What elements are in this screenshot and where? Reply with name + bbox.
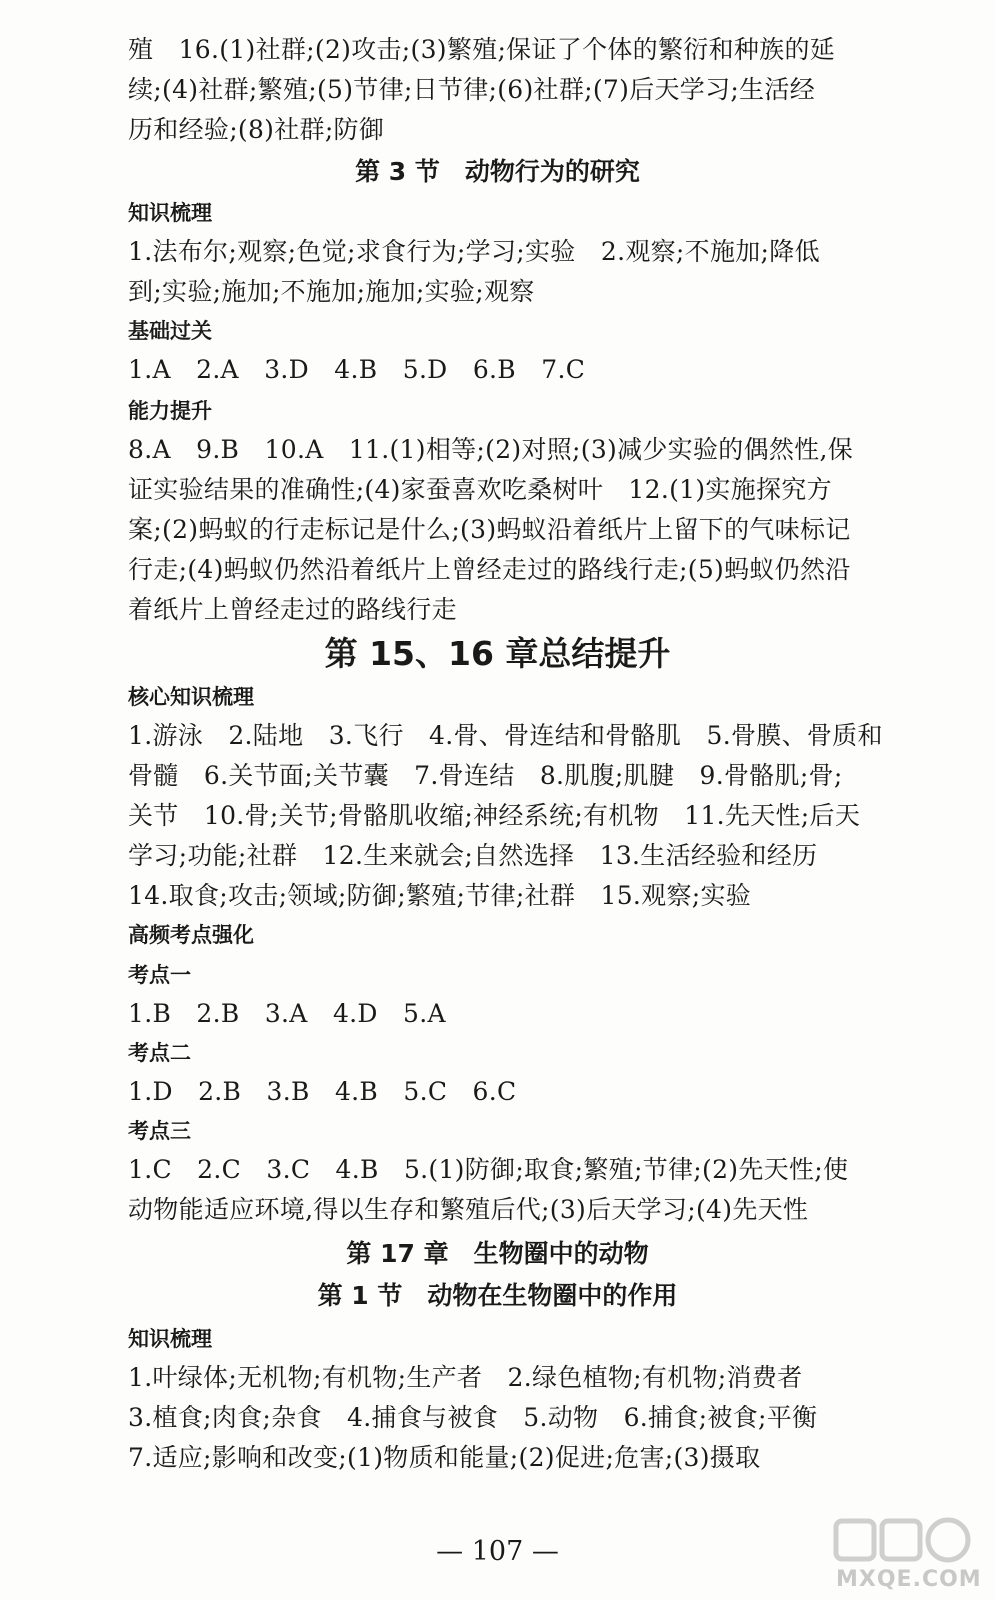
subheading: 考点三	[128, 1119, 191, 1143]
answer-line: 14.取食;攻击;领域;防御;繁殖;节律;社群 15.观察;实验	[128, 881, 752, 910]
watermark-text: MXQE.COM	[836, 1567, 982, 1592]
answer-line: 1.游泳 2.陆地 3.飞行 4.骨、骨连结和骨骼肌 5.骨膜、骨质和	[128, 721, 883, 750]
answer-line: 3.植食;肉食;杂食 4.捕食与被食 5.动物 6.捕食;被食;平衡	[128, 1403, 818, 1432]
answer-line: 1.D 2.B 3.B 4.B 5.C 6.C	[128, 1077, 517, 1106]
subheading: 高频考点强化	[128, 923, 254, 947]
chapter-heading: 第 17 章 生物圈中的动物	[346, 1239, 649, 1268]
answer-line: 骨髓 6.关节面;关节囊 7.骨连结 8.肌腹;肌腱 9.骨骼肌;骨;	[128, 761, 843, 790]
answer-line: 证实验结果的准确性;(4)家蚕喜欢吃桑树叶 12.(1)实施探究方	[128, 475, 832, 504]
subheading: 能力提升	[128, 399, 212, 423]
answer-line: 1.法布尔;观察;色觉;求食行为;学习;实验 2.观察;不施加;降低	[128, 237, 820, 266]
subheading: 知识梳理	[128, 201, 212, 225]
section-heading: 第 1 节 动物在生物圈中的作用	[317, 1281, 678, 1310]
section-heading: 第 3 节 动物行为的研究	[355, 157, 640, 186]
answer-line: 续;(4)社群;繁殖;(5)节律;日节律;(6)社群;(7)后天学习;生活经	[128, 75, 816, 104]
page-number: — 107 —	[436, 1536, 559, 1567]
answer-line: 历和经验;(8)社群;防御	[128, 115, 385, 144]
answer-line: 着纸片上曾经走过的路线行走	[128, 595, 457, 624]
subheading: 知识梳理	[128, 1327, 212, 1351]
answer-line: 行走;(4)蚂蚁仍然沿着纸片上曾经走过的路线行走;(5)蚂蚁仍然沿	[128, 555, 851, 584]
answer-line: 关节 10.骨;关节;骨骼肌收缩;神经系统;有机物 11.先天性;后天	[128, 801, 861, 830]
answer-line: 动物能适应环境,得以生存和繁殖后代;(3)后天学习;(4)先天性	[128, 1195, 809, 1224]
answer-line: 殖 16.(1)社群;(2)攻击;(3)繁殖;保证了个体的繁衍和种族的延	[128, 35, 836, 64]
chapter-heading: 第 15、16 章总结提升	[324, 634, 671, 673]
answer-line: 1.叶绿体;无机物;有机物;生产者 2.绿色植物;有机物;消费者	[128, 1363, 803, 1392]
answer-line: 1.B 2.B 3.A 4.D 5.A	[128, 999, 446, 1028]
subheading: 考点二	[128, 1041, 191, 1065]
answer-line: 1.C 2.C 3.C 4.B 5.(1)防御;取食;繁殖;节律;(2)先天性;使	[128, 1155, 849, 1184]
subheading: 基础过关	[128, 319, 212, 343]
answer-line: 7.适应;影响和改变;(1)物质和能量;(2)促进;危害;(3)摄取	[128, 1443, 761, 1472]
subheading: 考点一	[128, 963, 191, 987]
answer-line: 学习;功能;社群 12.生来就会;自然选择 13.生活经验和经历	[128, 841, 818, 870]
answer-line: 1.A 2.A 3.D 4.B 5.D 6.B 7.C	[128, 355, 586, 384]
answer-line: 到;实验;施加;不施加;施加;实验;观察	[128, 277, 535, 306]
answer-line: 案;(2)蚂蚁的行走标记是什么;(3)蚂蚁沿着纸片上留下的气味标记	[128, 515, 851, 544]
answer-line: 8.A 9.B 10.A 11.(1)相等;(2)对照;(3)减少实验的偶然性,保	[128, 435, 854, 464]
subheading: 核心知识梳理	[128, 685, 254, 709]
